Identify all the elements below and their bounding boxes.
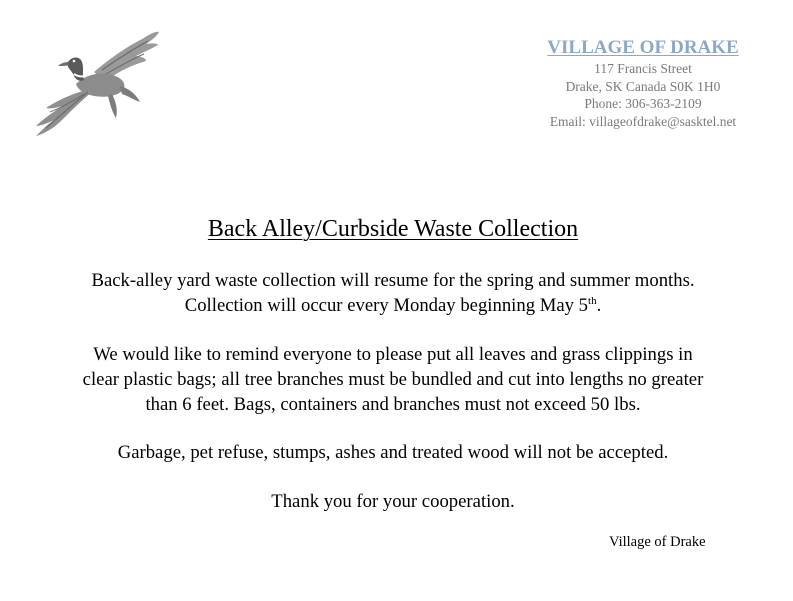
organization-name: VILLAGE OF DRAKE <box>547 37 739 58</box>
paragraph-line: We would like to remind everyone to please put all leaves and grass clippings in <box>93 344 693 365</box>
flying-duck-icon <box>32 28 162 140</box>
street-address: 117 Francis Street <box>594 61 692 76</box>
signature: Village of Drake <box>609 534 706 550</box>
paragraph-thank-you: Thank you for your cooperation. <box>271 491 515 512</box>
paragraph-line: Back-alley yard waste collection will resume for the spring and summer months. <box>91 270 695 291</box>
email-address: Email: villageofdrake@sasktel.net <box>549 113 737 129</box>
city-address: Drake, SK Canada S0K 1H0 <box>565 78 721 94</box>
collection-date-text: Collection will occur every Monday beginning May 5 <box>184 295 589 316</box>
paragraph-collection-schedule <box>0 268 786 318</box>
paragraph-line: than 6 feet. Bags, containers and branches must not exceed 50 lbs. <box>145 394 641 415</box>
paragraph-not-accepted: Garbage, pet refuse, stumps, ashes and treated wood will not be accepted. <box>117 442 669 463</box>
letterhead <box>490 36 793 130</box>
phone-number: Phone: 306-363-2109 <box>584 96 702 112</box>
paragraph-line: clear plastic bags; all tree branches must be bundled and cut into lengths no greater <box>82 369 704 390</box>
notice-title: Back Alley/Curbside Waste Collection <box>207 216 579 242</box>
sentence-period: . <box>596 295 602 316</box>
paragraph-bagging-rules <box>0 342 786 417</box>
ordinal-suffix: th <box>588 294 597 307</box>
paragraph-line <box>0 293 786 318</box>
